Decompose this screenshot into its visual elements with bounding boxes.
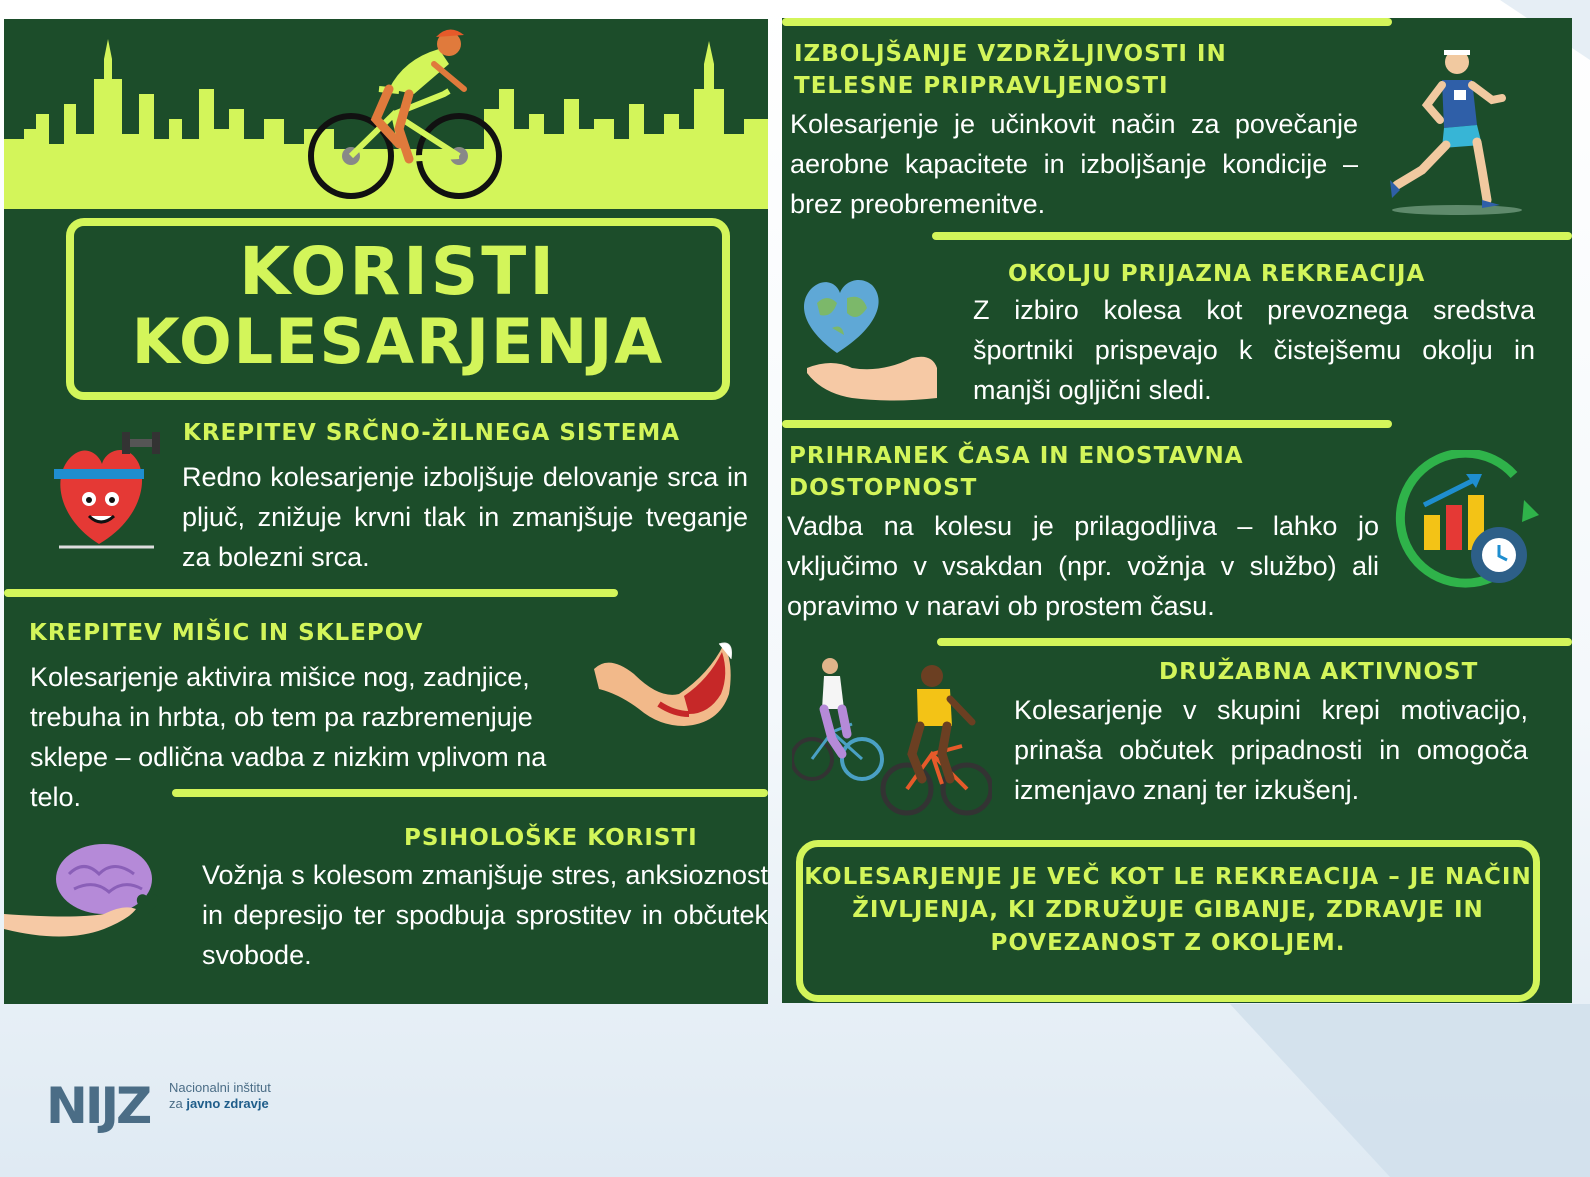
section-body-psychological: Vožnja s kolesom zmanjšuje stres, anksioznost in depresijo ter spodbuja sprostitev in občutek svobode. (202, 860, 768, 970)
section-heading-endurance: IZBOLJŠANJE VZDRŽLJIVOSTI IN TELESNE PRIPRAVLJENOSTI (794, 41, 1227, 99)
section-heading-time: PRIHRANEK ČASA IN ENOSTAVNA DOSTOPNOST (789, 443, 1244, 501)
section-body-social: Kolesarjenje v skupini krepi motivacijo, prinaša občutek pripadnosti in omogoča izmenjavo znanj ter izkušenj. (1014, 695, 1528, 805)
section-heading-psychological: PSIHOLOŠKE KORISTI (404, 825, 698, 851)
title-line-2: KOLESARJENJA (131, 305, 665, 378)
section-body-cardio: Redno kolesarjenje izboljšuje delovanje srca in pljuč, znižuje krvni tlak in zmanjšuje tveganje za bolezni srca. (182, 462, 748, 572)
chart-clock-icon (1394, 450, 1544, 595)
section-body-time: Vadba na kolesu je prilagodljiva – lahko jo vključimo v vsakdan (npr. vožnja v službo) ali opravimo v naravi ob prostem času. (787, 511, 1379, 621)
section-body-endurance: Kolesarjenje je učinkovit način za povečanje aerobne kapacitete in izboljšanje kondicije – brez preobremenitve. (790, 109, 1358, 219)
divider (782, 18, 1392, 26)
title-line-1: KORISTI (239, 233, 557, 310)
section-body-eco: Z izbiro kolesa kot prevoznega sredstva športniki prispevajo k čistejšemu okolju in manjši ogljični sledi. (973, 295, 1535, 405)
city-skyline-cyclist-illustration (4, 19, 768, 209)
section-heading-cardio: KREPITEV SRČNO-ŽILNEGA SISTEMA (183, 420, 681, 446)
heart-dumbbell-icon (44, 424, 164, 554)
logo-line-2-prefix: za (169, 1096, 187, 1111)
section-heading-social: DRUŽABNA AKTIVNOST (1159, 659, 1479, 685)
logo-line-1: Nacionalni inštitut (169, 1080, 271, 1095)
divider (937, 638, 1572, 646)
divider (932, 232, 1572, 240)
arm-muscle-icon (589, 634, 739, 734)
logo-line-2-strong: javno zdravje (186, 1096, 269, 1111)
divider (172, 789, 768, 797)
earth-heart-hand-icon (792, 273, 942, 413)
divider (782, 420, 1392, 428)
left-infographic-panel (4, 19, 768, 1004)
closing-message-box (796, 840, 1540, 1002)
right-infographic-panel (782, 18, 1572, 1003)
brain-hand-icon (4, 834, 164, 954)
title-box (66, 218, 730, 400)
section-heading-eco: OKOLJU PRIJAZNA REKREACIJA (1008, 261, 1426, 287)
closing-message: KOLESARJENJE JE VEČ KOT LE REKREACIJA – JE NAČIN ŽIVLJENJA, KI ZDRUŽUJE GIBANJE, ZDRAVJE IN POVEZANOST Z OKOLJEM. (804, 864, 1532, 956)
section-body-muscles: Kolesarjenje aktivira mišice nog, zadnjice, trebuha in hrbta, ob tem pa razbremenjuje sklepe – odlična vadba z nizkim vplivom na telo. (30, 662, 547, 812)
runner-icon (1382, 40, 1522, 220)
cyclists-icon (792, 654, 992, 834)
divider (4, 589, 618, 597)
section-heading-muscles: KREPITEV MIŠIC IN SKLEPOV (29, 620, 424, 646)
logo-mark: NIJZ (46, 1077, 150, 1135)
